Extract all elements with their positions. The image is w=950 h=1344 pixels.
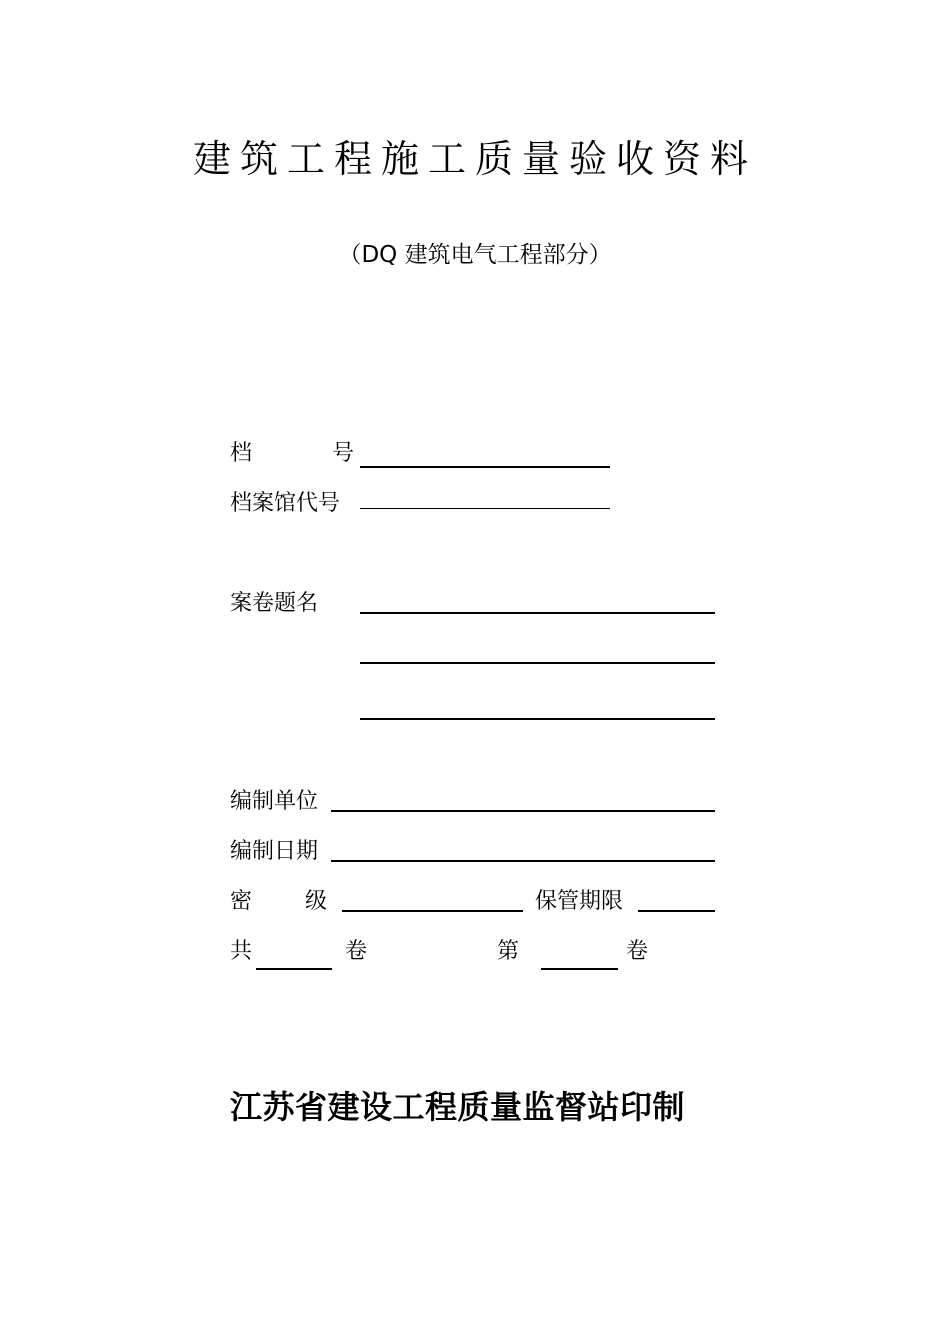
volume-title-label: 案卷题名	[230, 591, 319, 616]
volume-title-field-line-1[interactable]	[360, 612, 715, 614]
volume-title-field-line-3[interactable]	[360, 718, 715, 720]
document-subtitle: （DQ 建筑电气工程部分）	[338, 242, 612, 268]
compiler-unit-field[interactable]	[331, 810, 715, 812]
volume-index-field[interactable]	[541, 968, 618, 970]
secret-level-label-part2: 级	[305, 889, 328, 914]
publisher-footer: 江苏省建设工程质量监督站印制	[230, 1088, 686, 1126]
total-volumes-field[interactable]	[256, 968, 332, 970]
retention-period-field[interactable]	[638, 910, 715, 912]
total-volumes-label-part1: 共	[230, 939, 253, 964]
volume-title-field-line-2[interactable]	[360, 662, 715, 664]
retention-period-label: 保管期限	[535, 889, 624, 914]
compile-date-label: 编制日期	[230, 839, 319, 864]
secret-level-field[interactable]	[342, 910, 523, 912]
volume-index-label-part2: 卷	[626, 939, 649, 964]
total-volumes-label-part2: 卷	[345, 939, 368, 964]
archive-no-label-part2: 号	[332, 441, 355, 466]
archive-no-label-part1: 档	[230, 441, 253, 466]
compile-date-field[interactable]	[331, 860, 715, 862]
archive-office-code-label: 档案馆代号	[230, 491, 341, 516]
secret-level-label-part1: 密	[230, 889, 253, 914]
volume-index-label-part1: 第	[497, 939, 520, 964]
compiler-unit-label: 编制单位	[230, 789, 319, 814]
document-title: 建筑工程施工质量验收资料	[192, 137, 757, 181]
archive-no-field[interactable]	[360, 466, 610, 468]
archive-office-code-field[interactable]	[360, 508, 610, 509]
